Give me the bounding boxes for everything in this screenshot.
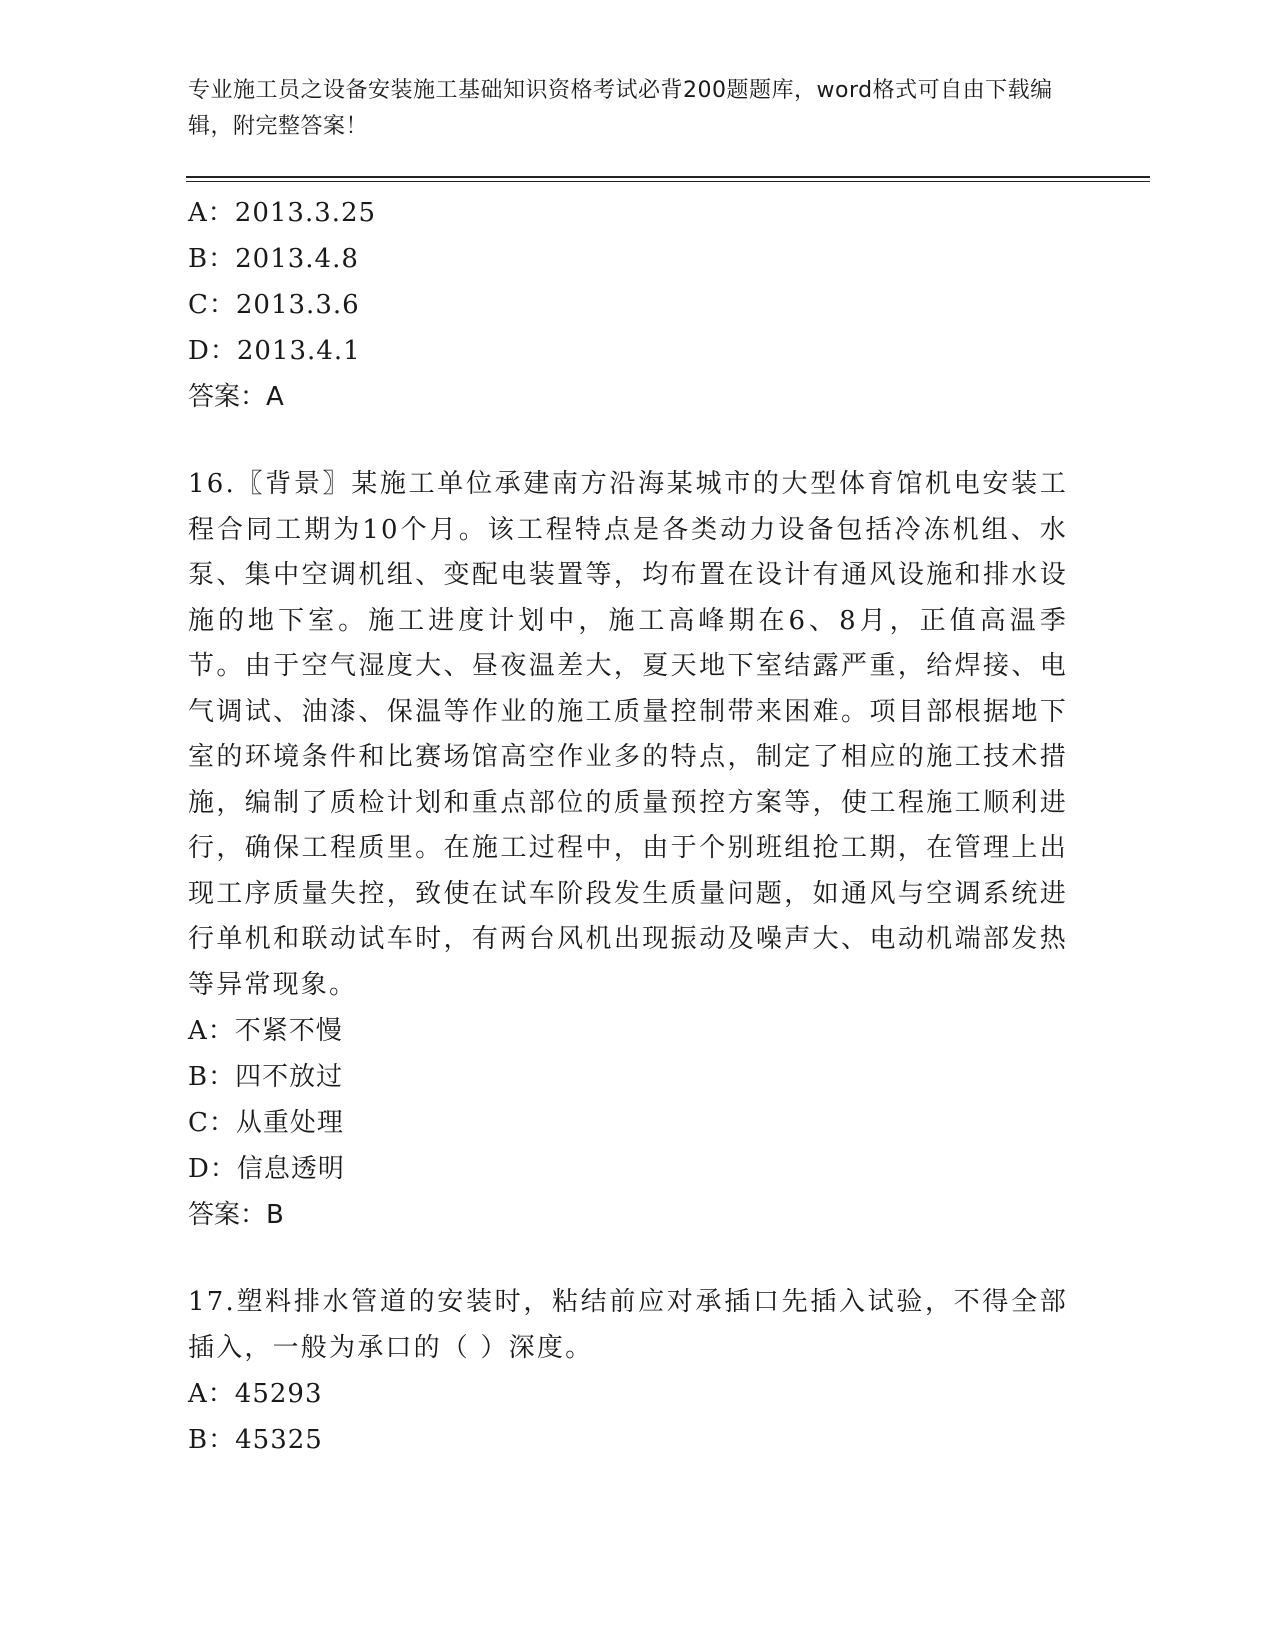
header-rule-thin — [186, 181, 1150, 182]
option-c: C：从重处理 — [188, 1108, 344, 1138]
header-rule — [186, 176, 1150, 178]
option-d: D：2013.4.1 — [188, 336, 361, 366]
spacer — [188, 420, 1088, 462]
answer: 答案：B — [188, 1200, 284, 1230]
question-17 — [188, 1280, 1088, 1463]
question-stem: 17.塑料排水管道的安装时，粘结前应对承插口先插入试验，不得全部插入，一般为承口的（ ）深度。 — [188, 1287, 1068, 1363]
question-16 — [188, 462, 1088, 1238]
question-15 — [188, 190, 1088, 420]
document-body — [188, 190, 1088, 1463]
option-a: A：2013.3.25 — [188, 198, 377, 228]
option-b: B：45325 — [188, 1425, 323, 1455]
option-b: B：2013.4.8 — [188, 244, 359, 274]
option-a: A：45293 — [188, 1379, 323, 1409]
spacer — [188, 1238, 1088, 1280]
option-d: D：信息透明 — [188, 1154, 345, 1184]
answer: 答案：A — [188, 382, 284, 412]
option-a: A：不紧不慢 — [188, 1016, 343, 1046]
question-stem: 16.〖背景〗某施工单位承建南方沿海某城市的大型体育馆机电安装工程合同工期为10个月。该工程特点是各类动力设备包括冷冻机组、水泵、集中空调机组、变配电装置等，均布置在设计有通风设施和排水设施的地下室。施工进度计划中，施工高峰期在6、8月，正值高温季节。由于空气湿度大、昼夜温差大，夏天地下室结露严重，给焊接、电气调试、油漆、保温等作业的施工质量控制带来困难。项目部根据地下室的环境条件和比赛场馆高空作业多的特点，制定了相应的施工技术措施，编制了质检计划和重点部位的质量预控方案等，使工程施工顺利进行，确保工程质里。在施工过程中，由于个别班组抢工期，在管理上出现工序质量失控，致使在试车阶段发生质量问题，如通风与空调系统进行单机和联动试车时，有两台风机出现振动及噪声大、电动机端部发热等异常现象。 — [188, 469, 1068, 1000]
option-b: B：四不放过 — [188, 1062, 344, 1092]
option-c: C：2013.3.6 — [188, 290, 360, 320]
document-header: 专业施工员之设备安装施工基础知识资格考试必背200题题库，word格式可自由下载编辑，附完整答案！ — [188, 78, 1053, 139]
